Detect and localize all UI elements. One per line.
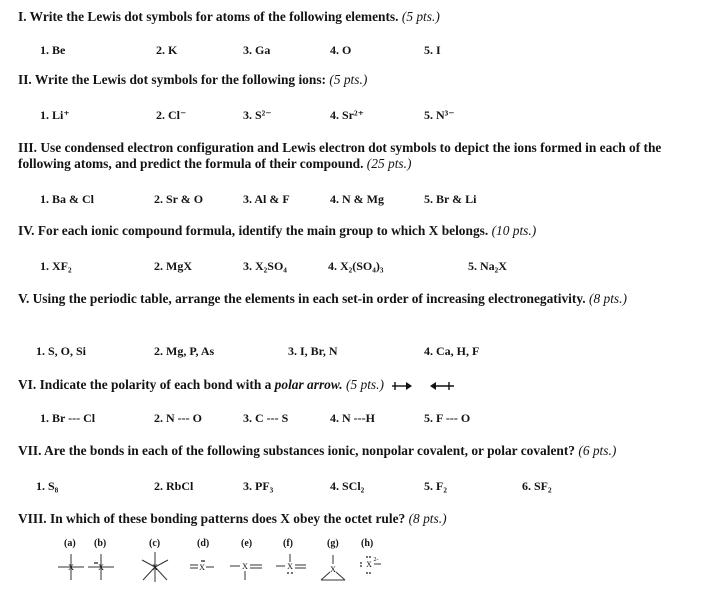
s6-item-5: 5. F --- O xyxy=(424,411,471,425)
svg-text:X: X xyxy=(152,563,158,572)
section-1-prompt: I. Write the Lewis dot symbols for atoms of the following elements. (5 pts.) xyxy=(18,9,440,24)
s5-item-4: 4. Ca, H, F xyxy=(424,344,480,358)
svg-text:X: X xyxy=(98,563,104,572)
s4-item-4: 4. X₂(SO₄)₃ xyxy=(328,259,384,273)
svg-text:X: X xyxy=(242,562,248,571)
s4-item-1: 1. XF₂ xyxy=(40,259,72,273)
bonding-pattern-f xyxy=(274,552,308,582)
s5-item-1: 1. S, O, Si xyxy=(36,344,87,358)
s3-item-5: 5. Br & Li xyxy=(424,192,477,206)
svg-text:2-: 2- xyxy=(373,557,379,563)
s1-item-5: 5. I xyxy=(424,43,441,57)
section-4-points: (10 pts.) xyxy=(491,223,537,238)
s1-item-3: 3. Ga xyxy=(243,43,271,57)
polar-arrow-reverse-icon xyxy=(429,381,455,391)
pattern-label-g: (g) xyxy=(327,538,339,549)
s6-item-4: 4. N ---H xyxy=(330,411,375,425)
section-7-prompt: VII. Are the bonds in each of the following substances ionic, nonpolar covalent, or polar covalent? (6 pts.) xyxy=(18,443,617,458)
svg-text:X: X xyxy=(287,562,293,571)
section-4-prompt: IV. For each ionic compound formula, identify the main group to which X belongs. (10 pts.) xyxy=(18,223,537,238)
pattern-label-f: (f) xyxy=(283,538,293,549)
section-7-points: (6 pts.) xyxy=(578,443,617,458)
s7-item-1: 1. S₈ xyxy=(36,479,59,493)
pattern-label-c: (c) xyxy=(149,538,161,549)
pattern-label-d: (d) xyxy=(197,538,210,549)
s2-item-1: 1. Li⁺ xyxy=(40,108,70,122)
section-8-prompt: VIII. In which of these bonding patterns does X obey the octet rule? (8 pts.) xyxy=(18,511,447,526)
s4-item-3: 3. X₂SO₄ xyxy=(243,259,287,273)
section-1-points: (5 pts.) xyxy=(401,9,440,24)
s6-item-2: 2. N --- O xyxy=(154,411,202,425)
s1-item-2: 2. K xyxy=(156,43,178,57)
section-5-points: (8 pts.) xyxy=(589,291,627,306)
bonding-pattern-c xyxy=(138,550,172,584)
s1-item-1: 1. Be xyxy=(40,43,66,57)
section-6-prompt: VI. Indicate the polarity of each bond with a polar arrow. (5 pts.) xyxy=(18,377,455,393)
s7-item-2: 2. RbCl xyxy=(154,479,194,493)
s4-item-5: 5. Na₂X xyxy=(468,259,507,273)
s7-item-4: 4. SCl₂ xyxy=(330,479,365,493)
s7-item-6: 6. SF₂ xyxy=(522,479,552,493)
s3-item-1: 1. Ba & Cl xyxy=(40,192,94,206)
s2-item-4: 4. Sr²⁺ xyxy=(330,108,364,122)
bonding-pattern-h xyxy=(356,552,384,578)
section-6-emphasis: polar arrow. xyxy=(274,377,343,392)
svg-text:X: X xyxy=(366,560,372,569)
s2-item-3: 3. S²⁻ xyxy=(243,108,272,122)
s3-item-3: 3. Al & F xyxy=(243,192,290,206)
section-8-points: (8 pts.) xyxy=(408,511,447,526)
s3-item-4: 4. N & Mg xyxy=(330,192,384,206)
s5-item-2: 2. Mg, P, As xyxy=(154,344,215,358)
section-5-prompt: V. Using the periodic table, arrange the elements in each set-in order of increasing electronegativity. (8 pts.) xyxy=(18,291,627,306)
s7-item-3: 3. PF₃ xyxy=(243,479,274,493)
section-2-prompt: II. Write the Lewis dot symbols for the following ions: (5 pts.) xyxy=(18,72,368,87)
bonding-pattern-a xyxy=(56,552,86,582)
bonding-pattern-d xyxy=(188,556,218,578)
section-2-points: (5 pts.) xyxy=(329,72,368,87)
s1-item-4: 4. O xyxy=(330,43,352,57)
pattern-label-e: (e) xyxy=(241,538,253,549)
section-3-points: (25 pts.) xyxy=(366,156,412,171)
s2-item-2: 2. Cl⁻ xyxy=(156,108,187,122)
svg-text:X: X xyxy=(330,565,336,574)
polar-arrow-icon xyxy=(391,381,413,391)
pattern-label-a: (a) xyxy=(64,538,76,549)
svg-text:X: X xyxy=(199,563,205,572)
pattern-label-b: (b) xyxy=(94,538,107,549)
s7-item-5: 5. F₂ xyxy=(424,479,447,493)
bonding-pattern-b xyxy=(86,552,116,582)
s4-item-2: 2. MgX xyxy=(154,259,192,273)
pattern-label-h: (h) xyxy=(361,538,374,549)
section-6-points: (5 pts.) xyxy=(346,377,384,392)
section-3-prompt: III. Use condensed electron configuration and Lewis electron dot symbols to depict the ions formed in each of the following atoms, and predict the formula of their compound. (25 pts.) xyxy=(18,140,662,171)
s6-item-3: 3. C --- S xyxy=(243,411,289,425)
bonding-pattern-e xyxy=(228,552,264,582)
s3-item-2: 2. Sr & O xyxy=(154,192,204,206)
s2-item-5: 5. N³⁻ xyxy=(424,108,455,122)
s6-item-1: 1. Br --- Cl xyxy=(40,411,96,425)
s5-item-3: 3. I, Br, N xyxy=(288,344,338,358)
svg-text:X: X xyxy=(68,563,74,572)
bonding-pattern-g xyxy=(318,552,348,582)
